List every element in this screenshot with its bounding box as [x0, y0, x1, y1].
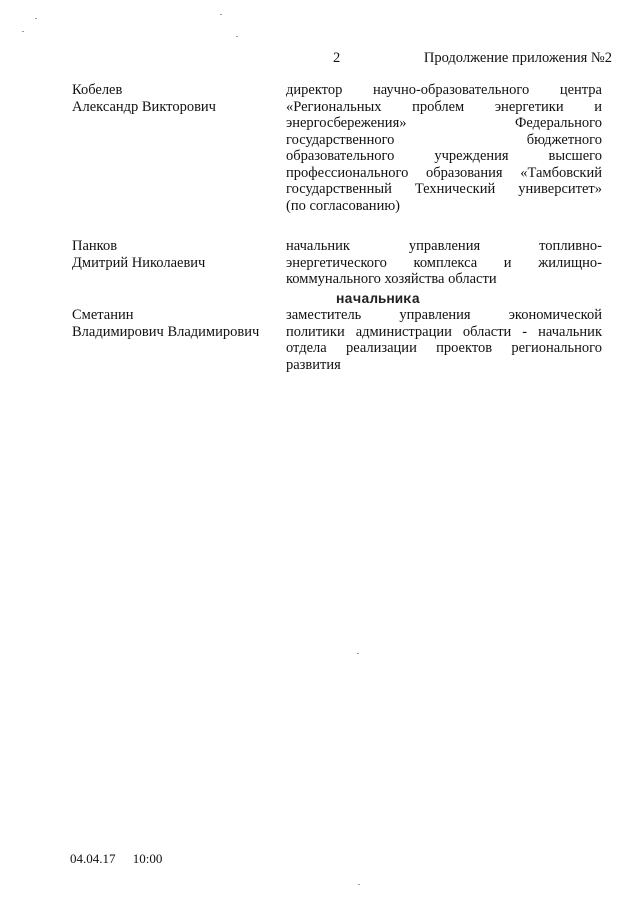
- member-position: [286, 238, 602, 288]
- scan-speck: [22, 31, 24, 32]
- position-line: государственного бюджетного: [286, 131, 602, 148]
- member-surname: Панков: [72, 238, 118, 254]
- member-name: [72, 82, 282, 115]
- position-line: «Региональных проблем энергетики и: [286, 98, 602, 115]
- member-surname: Сметанин: [72, 307, 134, 323]
- scan-speck: [358, 884, 360, 885]
- position-line: развития: [286, 356, 341, 373]
- footer-time: 10:00: [132, 851, 163, 866]
- position-line: энергетического комплекса и жилищно-: [286, 254, 602, 271]
- scan-speck: [236, 36, 238, 37]
- member-given-names: Александр Викторович: [72, 98, 216, 115]
- position-line: отдела реализации проектов регионального: [286, 340, 602, 356]
- scan-speck: [35, 18, 37, 19]
- footer-date: 04.04.17: [70, 851, 116, 866]
- member-surname: Кобелев: [72, 82, 123, 98]
- scan-speck: [220, 14, 222, 15]
- member-position: [286, 82, 602, 214]
- member-given-names: Владимирович Владимирович: [72, 323, 260, 340]
- position-line: начальник управления топливно-: [286, 238, 602, 254]
- footer-timestamp: [70, 851, 176, 868]
- member-name: [72, 307, 282, 340]
- scan-speck: [357, 653, 359, 654]
- correction-word: начальника: [336, 292, 421, 308]
- position-line: (по согласованию): [286, 197, 400, 214]
- member-position: [286, 307, 602, 373]
- position-line: политики администрации области - начальник: [286, 323, 602, 340]
- position-line: энергосбережения» Федерального: [286, 115, 602, 131]
- page-number: 2: [333, 50, 341, 66]
- position-line: образовательного учреждения высшего: [286, 148, 602, 164]
- member-name: [72, 238, 282, 271]
- position-line: профессионального образования «Тамбовский: [286, 164, 602, 181]
- position-line: коммунального хозяйства области: [286, 271, 497, 287]
- member-given-names: Дмитрий Николаевич: [72, 254, 206, 271]
- position-line: государственный Технический университет»: [286, 181, 602, 197]
- appendix-label: Продолжение приложения №2: [423, 50, 612, 66]
- position-line: заместитель управления экономической: [286, 307, 602, 323]
- position-line: директор научно-образовательного центра: [286, 82, 602, 98]
